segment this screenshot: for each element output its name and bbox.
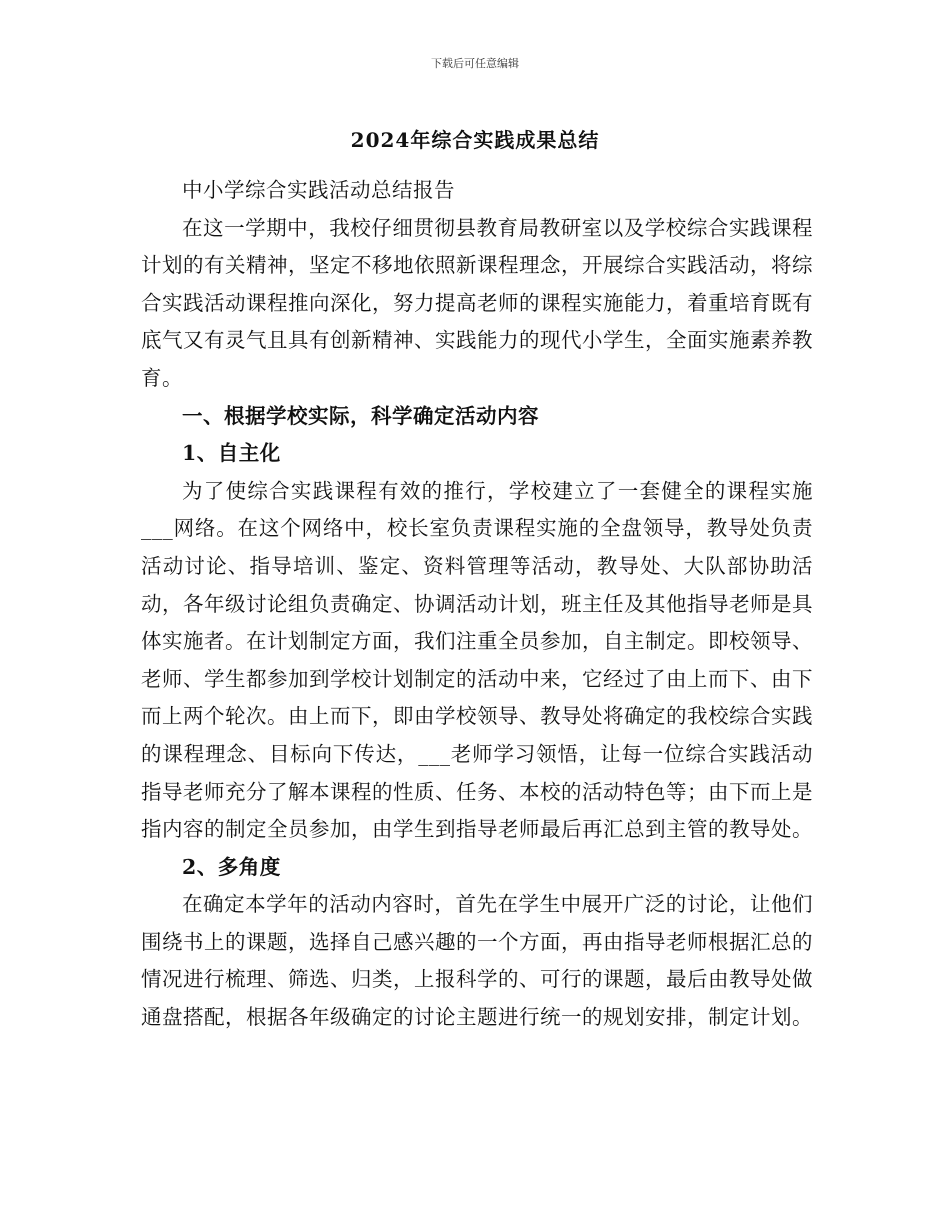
- subsection-paragraph-1: 为了使综合实践课程有效的推行，学校建立了一套健全的课程实施___网络。在这个网络中，校长室负责课程实施的全盘领导，教导处负责活动讨论、指导培训、鉴定、资料管理等活动，教导处、大队部协助活动，各年级讨论组负责确定、协调活动计划，班主任及其他指导老师是具体实施者。在计划制定方面，我们注重全员参加，自主制定。即校领导、老师、学生都参加到学校计划制定的活动中来，它经过了由上而下、由下而上两个轮次。由上而下，即由学校领导、教导处将确定的我校综合实践的课程理念、目标向下传达，___老师学习领悟，让每一位综合实践活动指导老师充分了解本课程的性质、任务、本校的活动特色等；由下而上是指内容的制定全员参加，由学生到指导老师最后再汇总到主管的教导处。: [141, 478, 813, 842]
- section-heading-1: 一、根据学校实际，科学确定活动内容: [182, 403, 539, 428]
- subsection-heading-1: 1、自主化: [182, 441, 281, 466]
- header-note: 下载后可任意编辑: [431, 57, 519, 70]
- subsection-paragraph-2: 在确定本学年的活动内容时，首先在学生中展开广泛的讨论，让他们围绕书上的课题，选择自己感兴趣的一个方面，再由指导老师根据汇总的情况进行梳理、筛选、归类，上报科学的、可行的课题，最后由教导处做通盘搭配，根据各年级确定的讨论主题进行统一的规划安排，制定计划。: [141, 892, 813, 1030]
- document-body: [141, 172, 813, 1037]
- subsection-heading-2: 2、多角度: [182, 854, 281, 879]
- document-subtitle: 中小学综合实践活动总结报告: [182, 178, 455, 202]
- intro-paragraph: 在这一学期中，我校仔细贯彻县教育局教研室以及学校综合实践课程计划的有关精神，坚定不移地依照新课程理念，开展综合实践活动，将综合实践活动课程推向深化，努力提高老师的课程实施能力，着重培育既有底气又有灵气且具有创新精神、实践能力的现代小学生，全面实施素养教育。: [141, 215, 813, 390]
- document-title: 2024年综合实践成果总结: [350, 128, 600, 152]
